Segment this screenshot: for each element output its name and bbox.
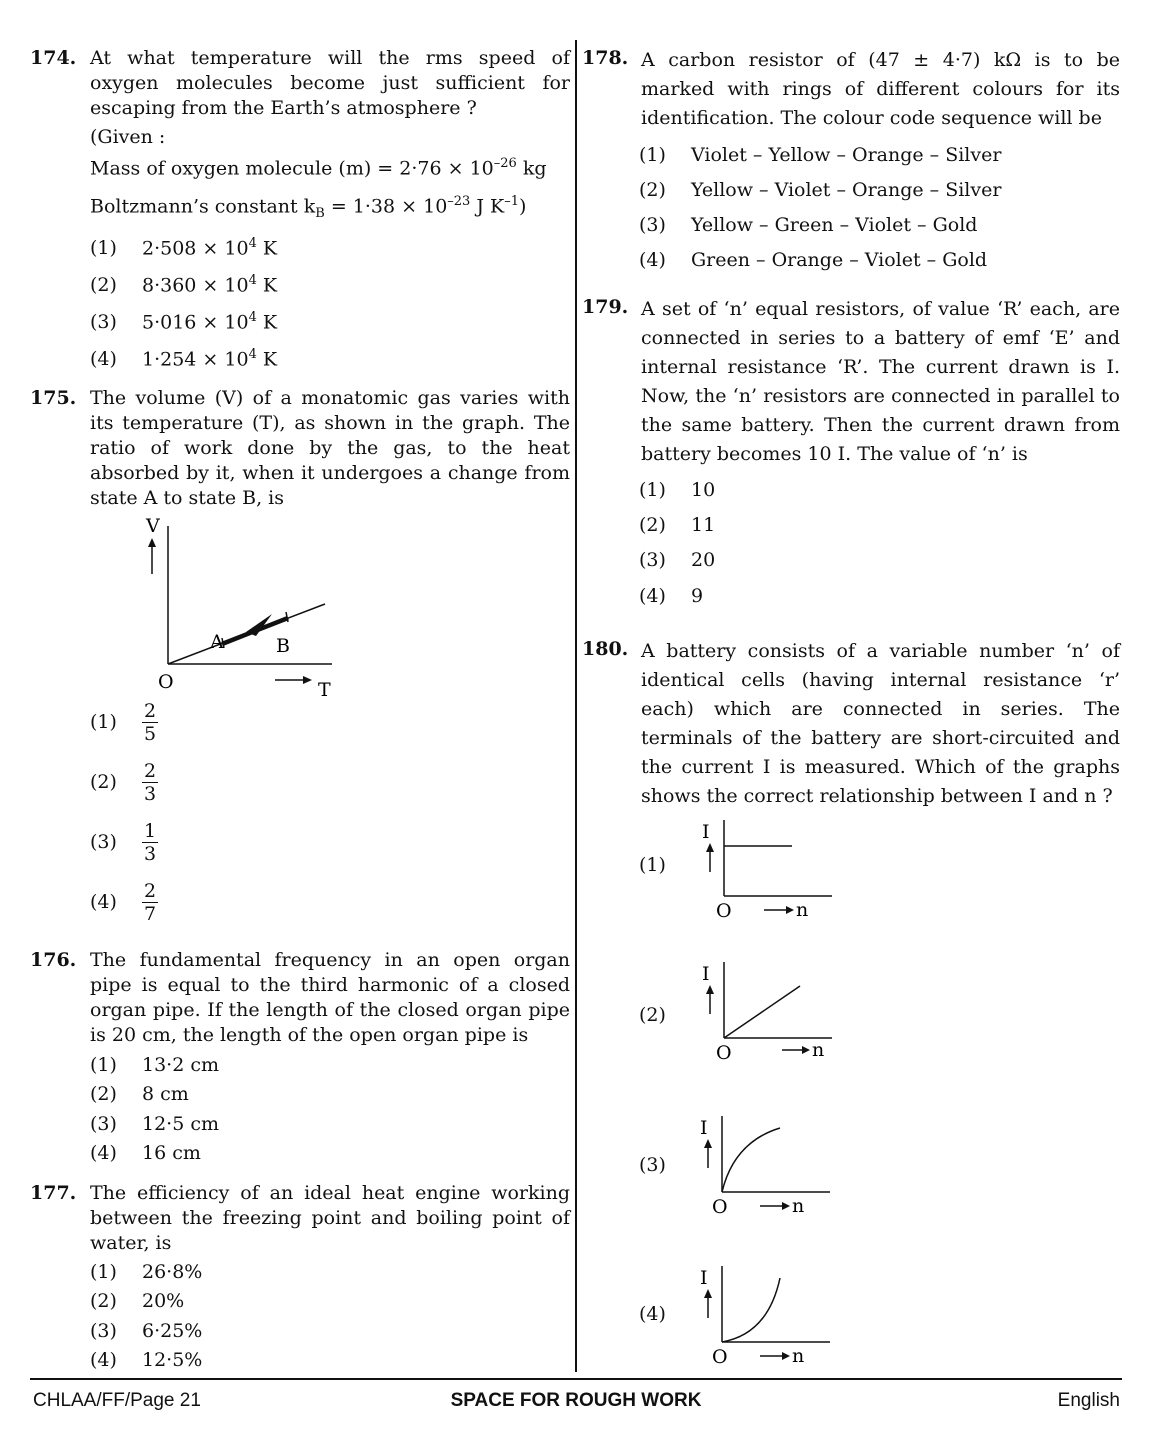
point-a-label: A bbox=[210, 631, 224, 653]
graph-origin-label: O bbox=[716, 1042, 732, 1064]
option-179-4[interactable]: (4) 9 bbox=[639, 585, 704, 607]
point-b-label: B bbox=[276, 635, 290, 657]
graph-x-label: n bbox=[812, 1039, 825, 1061]
option-176-1[interactable]: (1) 13·2 cm bbox=[90, 1054, 220, 1076]
graph-origin-label: O bbox=[158, 671, 174, 693]
graph-x-label: T bbox=[318, 679, 331, 698]
footer-rough-work: SPACE FOR ROUGH WORK bbox=[450, 1390, 702, 1411]
option-178-1[interactable]: (1) Violet – Yellow – Orange – Silver bbox=[639, 144, 1002, 166]
option-180-1[interactable]: (1) bbox=[639, 854, 666, 876]
y-arrow-head-icon bbox=[706, 985, 714, 994]
question-stem: The fundamental frequency in an open organ pipe is equal to the third harmonic of a closed organ pipe. If the length of the closed organ pipe is 20 cm, the length of the open organ pipe is bbox=[90, 949, 570, 1046]
option-179-2[interactable]: (2) 11 bbox=[639, 514, 716, 536]
x-arrow-head-icon bbox=[782, 1202, 790, 1210]
y-arrow-head-icon bbox=[706, 843, 714, 852]
question-178 bbox=[582, 46, 1120, 133]
option-174-1[interactable]: (1) $2\cdot 508 \times 10^4$ K bbox=[90, 236, 278, 260]
graph-x-label: n bbox=[792, 1195, 805, 1217]
y-arrow-head-icon bbox=[704, 1289, 712, 1298]
graph-y-label: V bbox=[146, 515, 160, 537]
graph-y-label: I bbox=[702, 963, 710, 985]
curve bbox=[724, 986, 800, 1038]
option-179-3[interactable]: (3) 20 bbox=[639, 549, 716, 571]
graph-y-label: I bbox=[700, 1267, 708, 1289]
option-177-4[interactable]: (4) 12·5% bbox=[90, 1349, 203, 1371]
graph-180-2 bbox=[700, 958, 840, 1064]
graph-origin-label: O bbox=[712, 1346, 728, 1368]
option-177-3[interactable]: (3) 6·25% bbox=[90, 1320, 203, 1342]
footer-page-code: CHLAA/FF/Page 21 bbox=[33, 1390, 201, 1411]
option-180-3[interactable]: (3) bbox=[639, 1154, 666, 1176]
question-number: 174. bbox=[30, 47, 77, 69]
y-arrow-head-icon bbox=[148, 538, 156, 547]
question-number: 177. bbox=[30, 1182, 77, 1204]
graph-x-label: n bbox=[792, 1345, 805, 1367]
question-stem: The volume (V) of a monatomic gas varies with its temperature (T), as shown in the graph. The ratio of work done by the gas, to the heat absorbed by it, when it undergoes a change from state A to state B, is bbox=[90, 387, 570, 509]
option-178-2[interactable]: (2) Yellow – Violet – Orange – Silver bbox=[639, 179, 1002, 201]
question-number: 178. bbox=[582, 47, 629, 69]
question-stem: At what temperature will the rms speed of oxygen molecules become just sufficient for escaping from the Earth’s atmosphere ? bbox=[90, 47, 570, 119]
question-number: 175. bbox=[30, 387, 77, 409]
question-number: 176. bbox=[30, 949, 77, 971]
option-180-2[interactable]: (2) bbox=[639, 1004, 666, 1026]
footer-rule bbox=[30, 1378, 1122, 1380]
question-number: 180. bbox=[582, 638, 629, 660]
option-175-3[interactable]: (3) $\frac{1}{3}$ bbox=[90, 820, 157, 865]
option-178-4[interactable]: (4) Green – Orange – Violet – Gold bbox=[639, 249, 988, 271]
curve bbox=[722, 1128, 780, 1192]
graph-origin-label: O bbox=[712, 1196, 728, 1218]
question-174 bbox=[30, 46, 570, 121]
question-stem: The efficiency of an ideal heat engine working between the freezing point and boiling point of water, is bbox=[90, 1182, 570, 1254]
option-174-4[interactable]: (4) $1\cdot 254 \times 10^4$ K bbox=[90, 347, 278, 371]
graph-y-label: I bbox=[700, 1117, 708, 1139]
option-176-4[interactable]: (4) 16 cm bbox=[90, 1142, 201, 1164]
given-mass: Mass of oxygen molecule $(m) = 2\cdot 76 \times 10^{-26}$ kg bbox=[90, 156, 547, 180]
graph-x-label: n bbox=[796, 899, 809, 921]
question-179 bbox=[582, 295, 1120, 469]
vt-graph bbox=[140, 514, 360, 698]
option-174-2[interactable]: (2) $8\cdot 360 \times 10^4$ K bbox=[90, 273, 278, 297]
option-174-3[interactable]: (3) $5\cdot 016 \times 10^4$ K bbox=[90, 310, 278, 334]
graph-180-1 bbox=[700, 816, 840, 922]
option-176-3[interactable]: (3) 12·5 cm bbox=[90, 1113, 220, 1135]
question-177 bbox=[30, 1181, 570, 1256]
given-open: (Given : bbox=[90, 126, 166, 148]
column-divider bbox=[575, 40, 577, 1372]
curve bbox=[722, 1278, 780, 1342]
option-175-1[interactable]: (1) $\frac{2}{5}$ bbox=[90, 700, 157, 745]
question-stem: A battery consists of a variable number ‘n’ of identical cells (having internal resistance ‘r’ each) which are connected in series. The terminals of the battery are short-circuited and the current I is measured. Which of the graphs shows the correct relationship between I and n ? bbox=[641, 640, 1120, 807]
question-number: 179. bbox=[582, 296, 629, 318]
option-177-2[interactable]: (2) 20% bbox=[90, 1290, 185, 1312]
option-177-1[interactable]: (1) 26·8% bbox=[90, 1261, 203, 1283]
graph-180-3 bbox=[698, 1112, 838, 1218]
graph-y-label: I bbox=[702, 821, 710, 843]
graph-180-4 bbox=[698, 1262, 838, 1368]
graph-origin-label: O bbox=[716, 900, 732, 922]
question-stem: A carbon resistor of (47 ± 4·7) kΩ is to be marked with rings of different colours for its identification. The colour code sequence will be bbox=[641, 49, 1120, 129]
given-boltzmann: Boltzmann’s constant $k_B = 1\cdot 38 \times 10^{-23}$ J $K^{-1}$) bbox=[90, 194, 527, 222]
question-180 bbox=[582, 637, 1120, 811]
x-arrow-head-icon bbox=[802, 1046, 810, 1054]
option-179-1[interactable]: (1) 10 bbox=[639, 479, 716, 501]
footer-language: English bbox=[1057, 1390, 1120, 1411]
option-176-2[interactable]: (2) 8 cm bbox=[90, 1083, 189, 1105]
x-arrow-head-icon bbox=[782, 1352, 790, 1360]
option-180-4[interactable]: (4) bbox=[639, 1303, 666, 1325]
x-arrow-head-icon bbox=[786, 906, 794, 914]
question-176 bbox=[30, 948, 570, 1048]
question-175 bbox=[30, 386, 570, 511]
option-175-4[interactable]: (4) $\frac{2}{7}$ bbox=[90, 880, 157, 925]
y-arrow-head-icon bbox=[704, 1139, 712, 1148]
question-stem: A set of ‘n’ equal resistors, of value ‘R’ each, are connected in series to a battery of emf ‘E’ and internal resistance ‘R’. The current drawn is I. Now, the ‘n’ resistors are connected in parallel to the same battery. Then the current drawn from battery becomes 10 I. The value of ‘n’ is bbox=[641, 298, 1120, 465]
option-175-2[interactable]: (2) $\frac{2}{3}$ bbox=[90, 760, 157, 805]
x-arrow-head-icon bbox=[303, 676, 312, 684]
option-178-3[interactable]: (3) Yellow – Green – Violet – Gold bbox=[639, 214, 978, 236]
